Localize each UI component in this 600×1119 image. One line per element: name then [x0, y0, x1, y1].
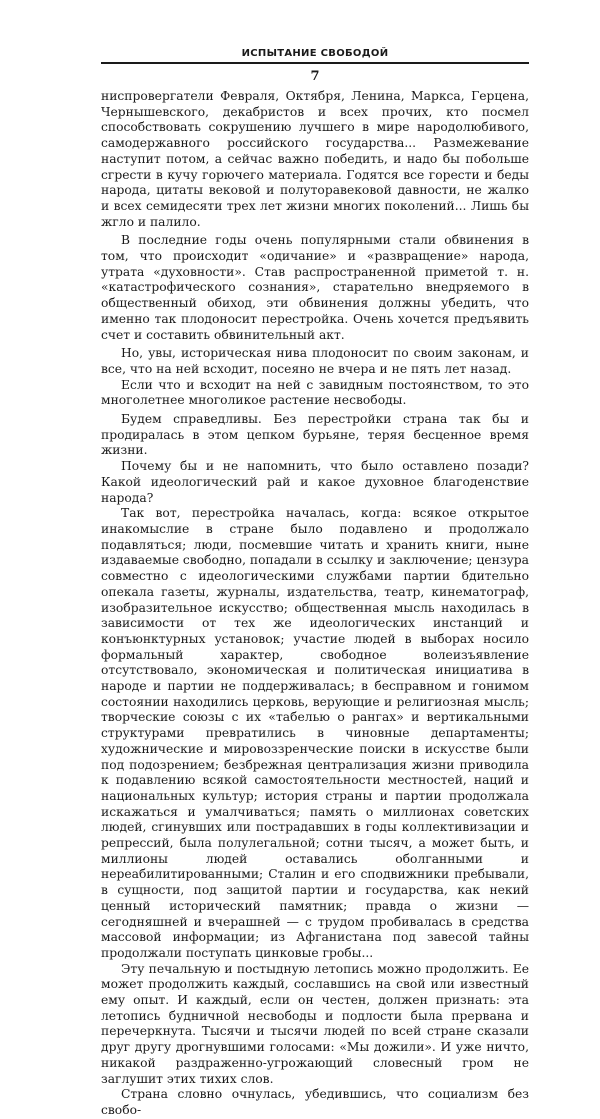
paragraph-historical-field: Но, увы, историческая нива плодоносит по своим законам, и все, что на ней всходит, посеяно не вчера и не пять лет назад.: [101, 346, 529, 376]
paragraph-unfreedom-plant: Если что и всходит на ней с завидным постоянством, то это многолетнее многоликое растение несвободы.: [101, 377, 529, 408]
book-page: [101, 47, 529, 1119]
paragraph-why-not-remind: Почему бы и не напомнить, что было оставлено позади? Какой идеологический рай и какое духовное благоденствие народа?: [101, 459, 529, 505]
paragraph-chronicle: Эту печальную и постыдную летопись можно продолжить. Ее может продолжить каждый, сославшись на свой или известный ему опыт. И каждый, если он честен, должен признать: эта летопись будничной несвободы и подлости была прервана и перечеркнута. Тысячи и тысячи людей по всей стране сказали друг другу дрогнувшими голосами: «Мы дожили». И уже ничто, никакой раздраженно-угрожающий словесный гром не заглушит этих тихих слов.: [101, 961, 529, 1086]
paragraph-accusations: В последние годы очень популярными стали обвинения в том, что происходит «одичание» и «развращение» народа, утрата «духовности». Став распространенной приметой т. н. «катастрофического сознания», старательно внедряемого в общественный обиход, эти обвинения должны убедить, что именно так плодоносит перестройка. Очень хочется предъявить счет и составить обвинительный акт.: [101, 233, 529, 342]
paragraph-continuation: ниспровергатели Февраля, Октября, Ленина, Маркса, Герцена, Чернышевского, декабристов и всех прочих, кто посмел способствовать сокрушению лучшего в мире народолюбивого, самодержавного российского государства... Размежевание наступит потом, а сейчас важно победить, и надо бы побольше сгрести в кучу горючего материала. Годятся все горести и беды народа, цитаты вековой и полуторавековой давности, не жалко и всех семидесяти трех лет жизни многих поколений... Лишь бы жгло и палило.: [101, 89, 529, 229]
body-text: [101, 89, 529, 1119]
page-number: 7: [310, 69, 320, 84]
header-rule: [101, 62, 529, 64]
paragraph-be-fair: Будем справедливы. Без перестройки страна так бы и продиралась в этом цепком бурьяне, теряя бесценное время жизни.: [101, 412, 529, 458]
paragraph-country-awoke: Страна словно очнулась, убедившись, что социализм без свобо-: [101, 1087, 529, 1117]
running-title: ИСПЫТАНИЕ СВОБОДОЙ: [241, 48, 389, 59]
paragraph-perestroika-began: Так вот, перестройка началась, когда: всякое открытое инакомыслие в стране было подавлено и продолжало подавляться; люди, посмевшие читать и хранить книги, ныне издаваемые свободно, попадали в ссылку и заключение; цензура совместно с идеологическими службами партии бдительно опекала газеты, журналы, издательства, театр, кинематограф, изобразительное искусство; общественная мысль находилась в зависимости от тех же идеологических инстанций и конъюнктурных установок; участие людей в выборах носило формальный характер, свободное волеизъявление отсутствовало, экономическая и политическая инициатива в народе и партии не поддерживалась; в бесправном и гонимом состоянии находились церковь, верующие и религиозная мысль; творческие союзы с их «табелью о рангах» и вертикальными структурами превратились в чиновные департаменты; художнические и мировоззренческие поиски в искусстве были под подозрением; безбрежная централизация жизни приводила к подавлению всякой самостоятельности местностей, наций и национальных культур; история страны и партии продолжала искажаться и умалчиваться; память о миллионах советских людей, сгинувших или пострадавших в годы коллективизации и репрессий, была полулегальной; сотни тысяч, а может быть, и миллионы людей оставались оболганными и нереабилитированными; Сталин и его сподвижники пребывали, в сущности, под защитой партии и государства, как некий ценный исторический памятник; правда о жизни — сегодняшней и вчерашней — с трудом пробивалась в средства массовой информации; из Афганистана под завесой тайны продолжали поступать цинковые гробы...: [101, 506, 529, 960]
